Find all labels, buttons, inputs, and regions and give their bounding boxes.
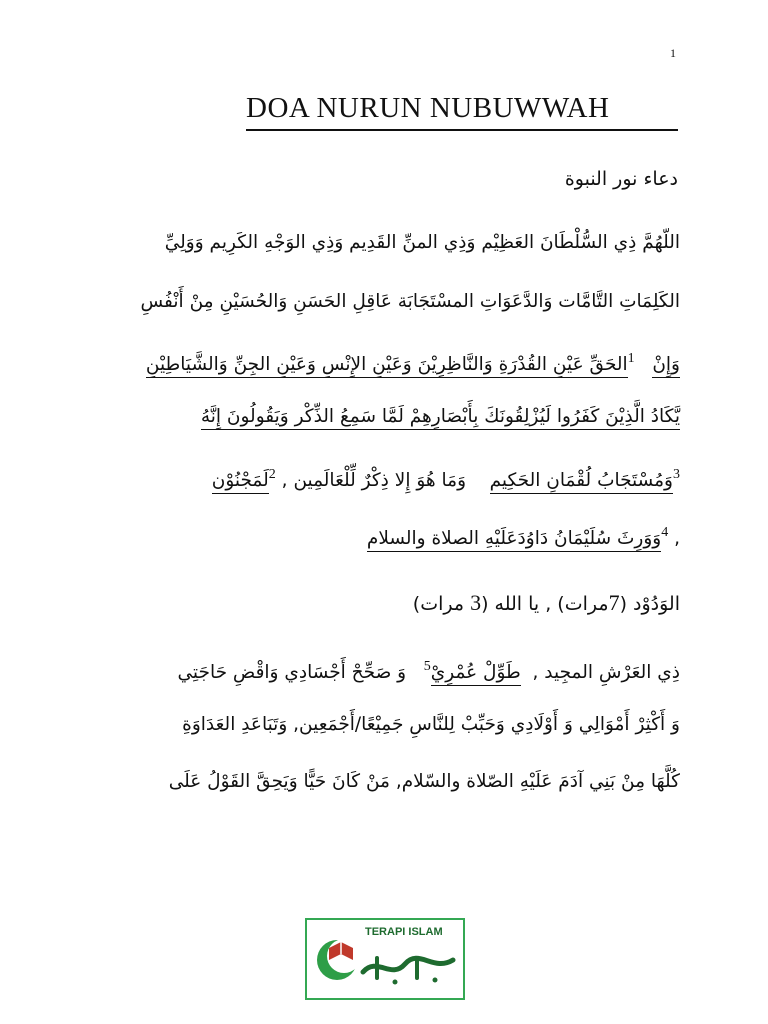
closing-line-2 [182, 710, 680, 740]
comma: , [281, 470, 288, 491]
underlined-text: الحَقِّ عَيْنِ القُدْرَةِ وَالنَّاظِرِيْنَ وَعَيْنِ الإِنْسِ وَعَيْنِ الجِنِّ وَالشَّيَاطِيْنِ [146, 354, 628, 378]
logo-brand-text: TERAPI ISLAM [365, 926, 443, 938]
prayer-line-2 [140, 287, 680, 317]
closing-line-3 [169, 767, 680, 797]
underlined-text: وَإِنْ [652, 354, 680, 378]
prayer-line-6 [367, 518, 680, 554]
closing-text: كُلَّهَا مِنْ بَنِي آدَمَ عَلَيْهِ الصّلاة والسّلام, مَنْ كَانَ حَيًّا وَيَحِقَّ القَوْلُ عَلَى [168, 771, 680, 792]
prayer-text: الكَلِمَاتِ التَّامَّات وَالدَّعَوَاتِ المسْتَجَابَة عَاقِلِ الحَسَنِ وَالحُسَيْنِ مِنْ أَنْفُسِ [140, 291, 680, 312]
closing-text: ذِي العَرْشِ المجِيد , [532, 662, 680, 683]
underlined-text: طَوِّلْ عُمْرِيْ [431, 662, 521, 686]
prayer-text: اللّهُمَّ ذِي السُّلْطَانَ العَظِيْم وَذِي المنِّ القَدِيم وَذِي الوَجْهِ الكَرِيم وَوَلِيِّ [164, 232, 680, 253]
underlined-text: وَمُسْتَجَابُ لُقْمَانِ الحَكِيم [490, 470, 673, 494]
footnote-marker-3: 3 [673, 467, 680, 482]
underlined-text: وَوَرِثَ سُلَيْمَانُ دَاوُدَعَلَيْهِ الصلاة والسلام [367, 528, 661, 552]
underlined-text: لَمَجْنُوْن [212, 470, 269, 494]
comma: , [674, 528, 680, 549]
repetition-text: مرات) [412, 593, 471, 615]
terapi-islam-logo [305, 918, 465, 1000]
repetition-count-2: 3 [470, 590, 482, 615]
prayer-line-1 [165, 228, 680, 258]
closing-text: وَ أَكْثِرْ أَمْوَالِي وَ أَوْلَادِي وَحَبِّبْ لِلنَّاسِ جَمِيْعًا/أَجْمَعِين, وَتَبَاعَدِ العَدَاوَةِ [182, 714, 680, 735]
footnote-marker-2: 2 [268, 467, 276, 482]
underlined-text: يَّكَادُ الَّذِيْنَ كَفَرُوا لَيُزْلِقُونَكَ بِأَبْصَارِهِمْ لَمَّا سَمِعُ الذِّكْر وَيَقُولُونَ إِنَّهُ [201, 406, 680, 430]
document-title: DOA NURUN NUBUWWAH [246, 92, 678, 131]
repetition-line [413, 588, 680, 619]
prayer-line-5 [212, 460, 680, 496]
closing-text: وَ صَحِّحْ أَجْسَادِي وَاقْضِ حَاجَتِي [177, 662, 407, 683]
repetition-text: الوَدُوْد ( [619, 593, 680, 615]
arabic-subtitle: دعاء نور النبوة [564, 168, 678, 190]
closing-line-1 [178, 652, 680, 688]
prayer-line-3 [146, 344, 680, 380]
prayer-text: وَمَا هُوَ إِلا ذِكْرٌ لِّلْعَالَمِين [293, 470, 467, 491]
footnote-marker-4: 4 [661, 525, 669, 540]
repetition-count-1: 7 [608, 590, 620, 615]
footnote-marker-5: 5 [423, 659, 431, 674]
repetition-text: مرات) , يا الله ( [481, 593, 609, 615]
footnote-marker-1: 1 [627, 351, 635, 366]
page-number: 1 [670, 46, 676, 60]
prayer-line-4 [201, 402, 680, 432]
